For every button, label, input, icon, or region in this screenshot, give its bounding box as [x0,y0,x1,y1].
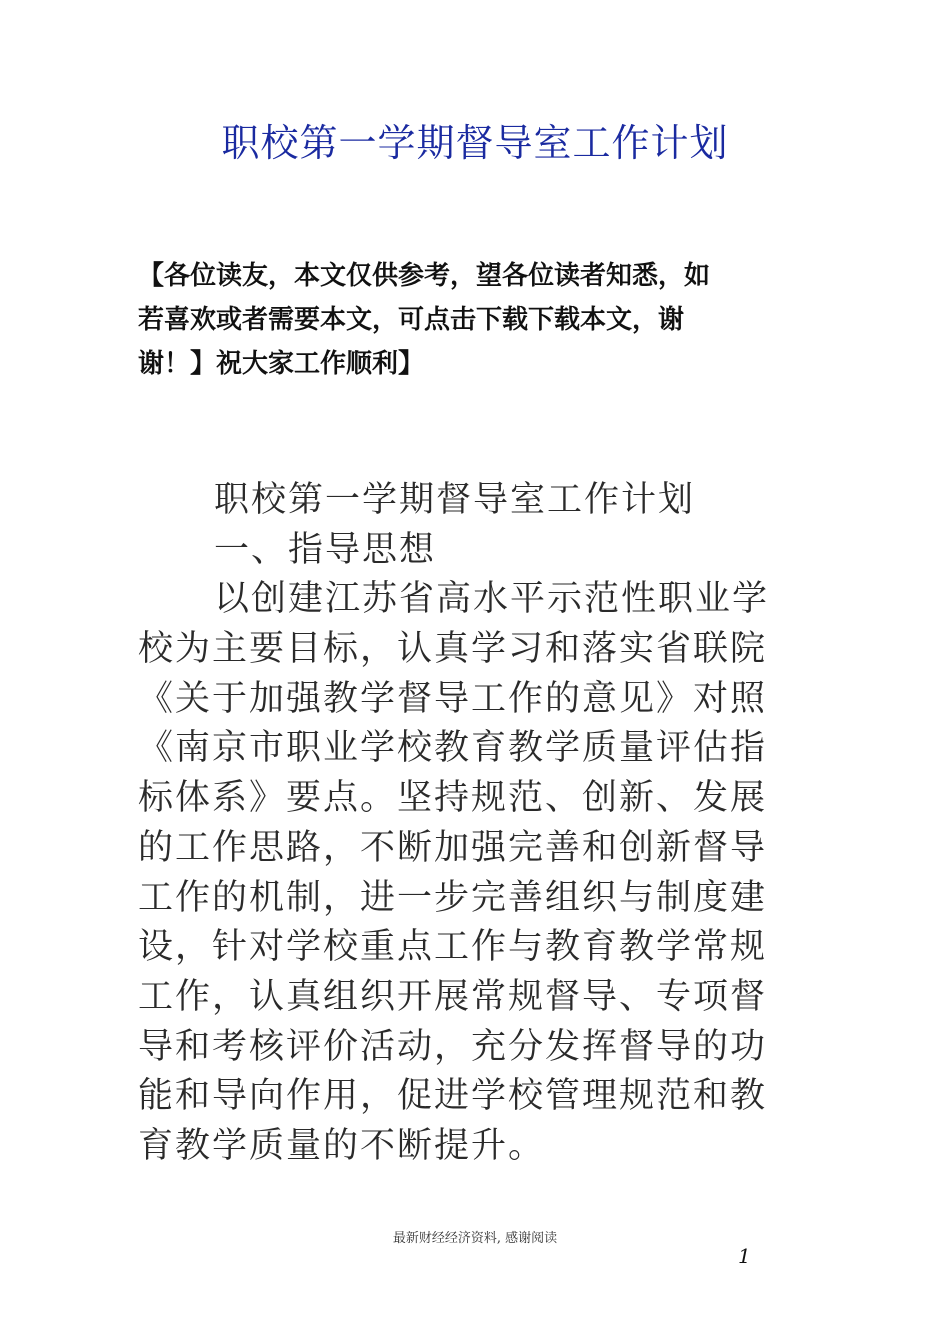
body-line: 工作，认真组织开展常规督导、专项督 [138,976,768,1017]
section-heading: 一、指导思想 [214,529,437,570]
body-line: 育教学质量的不断提升。 [138,1125,546,1166]
body-line: 《南京市职业学校教育教学质量评估指 [138,728,768,769]
document-body [138,476,828,1172]
body-heading: 职校第一学期督导室工作计划 [214,480,696,520]
body-line: 导和考核评价活动，充分发挥督导的功 [138,1026,768,1067]
body-line: 设，针对学校重点工作与教育教学常规 [138,927,768,968]
body-line: 工作的机制，进一步完善组织与制度建 [138,877,768,918]
body-line: 能和导向作用，促进学校管理规范和教 [138,1076,768,1117]
notice-line: 谢！】祝大家工作顺利】 [138,349,425,379]
notice-line: 【各位读友，本文仅供参考，望各位读者知悉，如 [138,261,711,291]
body-line: 以创建江苏省高水平示范性职业学 [214,579,770,620]
body-line: 《关于加强教学督导工作的意见》对照 [138,678,768,719]
reader-notice [138,254,828,386]
body-line: 的工作思路，不断加强完善和创新督导 [138,827,768,868]
body-line: 标体系》要点。坚持规范、创新、发展 [138,778,768,819]
body-line: 校为主要目标，认真学习和落实省联院 [138,629,768,670]
notice-line: 若喜欢或者需要本文，可点击下载下载本文，谢 [138,305,685,335]
document-title: 职校第一学期督导室工作计划 [221,121,729,165]
page-number: 1 [738,1244,751,1268]
footer-note: 最新财经经济资料, 感谢阅读 [392,1231,558,1246]
